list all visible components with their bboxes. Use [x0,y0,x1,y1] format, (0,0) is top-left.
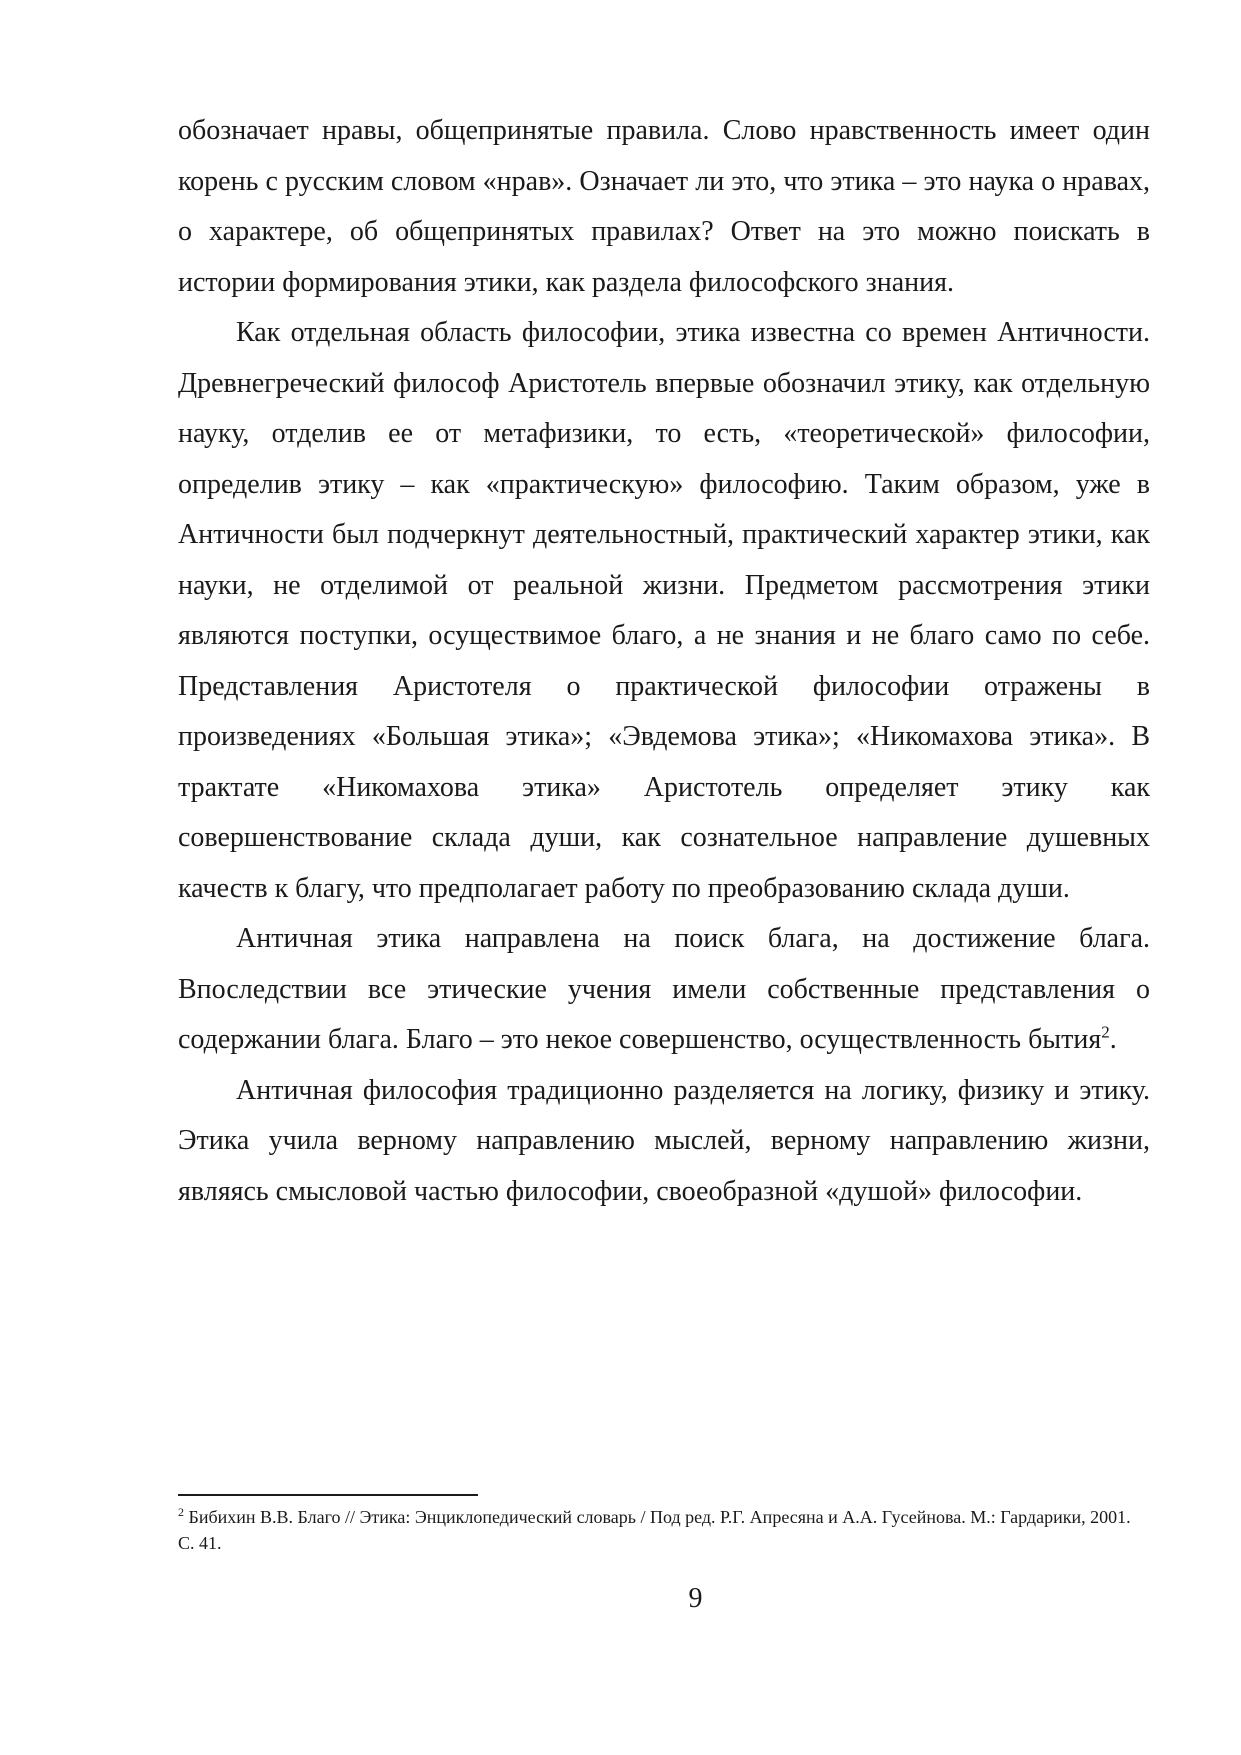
footnote [178,1504,1150,1556]
footnote-text: Бибихин В.В. Благо // Этика: Энциклопедический словарь / Под ред. Р.Г. Апресяна и А.А. Гусейнова. М.: Гардарики, 2001. С. 41. [178,1507,1131,1553]
paragraph-antique-ethics [178,914,1150,1066]
paragraph-antique-ethics-tail: . [1109,1024,1117,1055]
paragraph-aristotle: Как отдельная область философии, этика известна со времен Античности. Древнегреческий философ Аристотель впервые обозначил этику, как отдельную науку, отделив ее от метафизики, то есть, «теоретической» философии, определив этику – как «практическую» философию. Таким образом, уже в Античности был подчеркнут деятельностный, практический характер этики, как науки, не отделимой от реальной жизни. Предметом рассмотрения этики являются поступки, осуществимое благо, а не знания и не благо само по себе. Представления Аристотеля о практической философии отражены в произведениях «Большая этика»; «Эвдемова этика»; «Никомахова этика». В трактате «Никомахова этика» Аристотель определяет этику как совершенствование склада души, как сознательное направление душевных качеств к благу, что предполагает работу по преобразованию склада души. [178,317,1150,904]
footnote-separator [178,1494,478,1496]
paragraph-philosophy-division: Античная философия традиционно разделяется на логику, физику и этику. Этика учила верному направлению мыслей, верному направлению жизни, являясь смысловой частью философии, своеобразной «душой» философии. [178,1074,1150,1207]
footnote-reference[interactable]: 2 [1101,1022,1110,1042]
body-text [178,106,1150,1217]
paragraph-antique-ethics-text: Античная этика направлена на поиск блага, на достижение блага. Впоследствии все этические учения имели собственные представления о содержании блага. Благо – это некое совершенство, осуществленность бытия [178,923,1150,1055]
footnote-number: 2 [178,1505,184,1519]
page-number: 9 [688,1583,703,1614]
paragraph-continuation: обозначает нравы, общепринятые правила. Слово нравственность имеет один корень с русским словом «нрав». Означает ли это, что этика – это наука о нравах, о характере, об общепринятых правилах? Ответ на это можно поискать в истории формирования этики, как раздела философского знания. [178,115,1150,298]
